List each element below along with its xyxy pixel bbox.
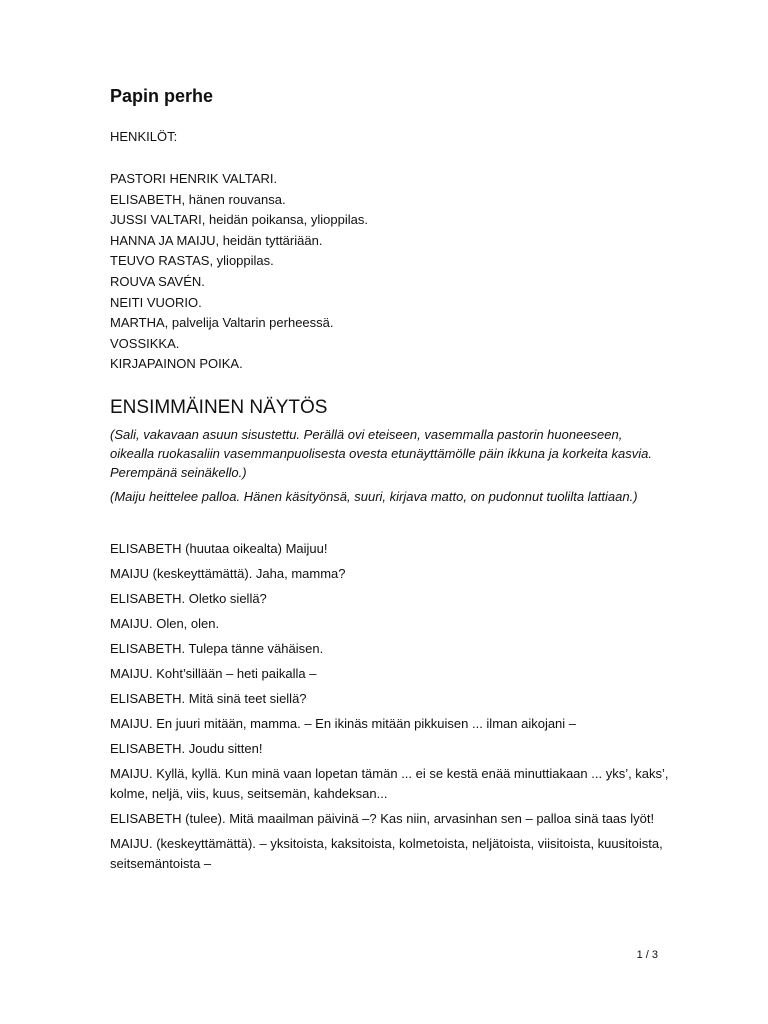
dialogue-line: MAIJU. Olen, olen. xyxy=(110,615,220,631)
dialogue-line: MAIJU. (keskeyttämättä). – yksitoista, kaksitoista, kolmetoista, neljätoista, viisitoista, kuusitoista, seitsemäntoista – xyxy=(110,835,663,871)
dialogue-line: ELISABETH (huutaa oikealta) Maijuu! xyxy=(110,540,328,556)
cast-item: ROUVA SAVÉN. xyxy=(110,273,205,289)
dialogue-line: MAIJU. Koht’sillään – heti paikalla – xyxy=(110,665,317,681)
page-content xyxy=(110,86,670,879)
dialogue-line: ELISABETH (tulee). Mitä maailman päivinä –? Kas niin, arvasinhan sen – palloa sinä taas lyöt! xyxy=(110,810,655,826)
cast-item: KIRJAPAINON POIKA. xyxy=(110,356,243,372)
dialogue-line: MAIJU. En juuri mitään, mamma. – En ikinäs mitään pikkuisen ... ilman aikojani – xyxy=(110,715,577,731)
act-heading: ENSIMMÄINEN NÄYTÖS xyxy=(110,396,328,418)
page-number: 1 / 3 xyxy=(636,949,658,961)
cast-label: HENKILÖT: xyxy=(110,129,178,144)
cast-item: MARTHA, palvelija Valtarin perheessä. xyxy=(110,315,334,331)
stage-direction: (Sali, vakavaan asuun sisustettu. Perällä ovi eteiseen, vasemmalla pastorin huoneeseen, oikealla ruokasaliin vasemmanpuolisesta ovesta etunäyttämölle päin ikkuna ja korkeita kasvia. Perempänä seinäkello.) xyxy=(110,426,652,480)
cast-item: HANNA JA MAIJU, heidän tyttäriään. xyxy=(110,232,323,248)
dialogue-line: ELISABETH. Tulepa tänne vähäisen. xyxy=(110,640,324,656)
document-title: Papin perhe xyxy=(110,86,214,106)
cast-item: PASTORI HENRIK VALTARI. xyxy=(110,171,278,186)
cast-item: VOSSIKKA. xyxy=(110,335,180,351)
dialogue-line: MAIJU (keskeyttämättä). Jaha, mamma? xyxy=(110,565,346,581)
dialogue-block xyxy=(110,539,670,874)
stage-direction: (Maiju heittelee palloa. Hänen käsityönsä, suuri, kirjava matto, on pudonnut tuolilta lattiaan.) xyxy=(110,488,638,504)
dialogue-line: ELISABETH. Mitä sinä teet siellä? xyxy=(110,690,307,706)
cast-list xyxy=(110,169,670,375)
dialogue-line: ELISABETH. Joudu sitten! xyxy=(110,740,263,756)
cast-item: NEITI VUORIO. xyxy=(110,294,202,310)
cast-item: ELISABETH, hänen rouvansa. xyxy=(110,191,286,207)
cast-item: TEUVO RASTAS, ylioppilas. xyxy=(110,253,274,269)
dialogue-line: ELISABETH. Oletko siellä? xyxy=(110,590,267,606)
dialogue-line: MAIJU. Kyllä, kyllä. Kun minä vaan lopetan tämän ... ei se kestä enää minuttiakaan ... yks’, kaks’, kolme, neljä, viis, kuus, seitsemän, kahdeksan... xyxy=(110,765,669,801)
cast-item: JUSSI VALTARI, heidän poikansa, ylioppilas. xyxy=(110,212,368,228)
